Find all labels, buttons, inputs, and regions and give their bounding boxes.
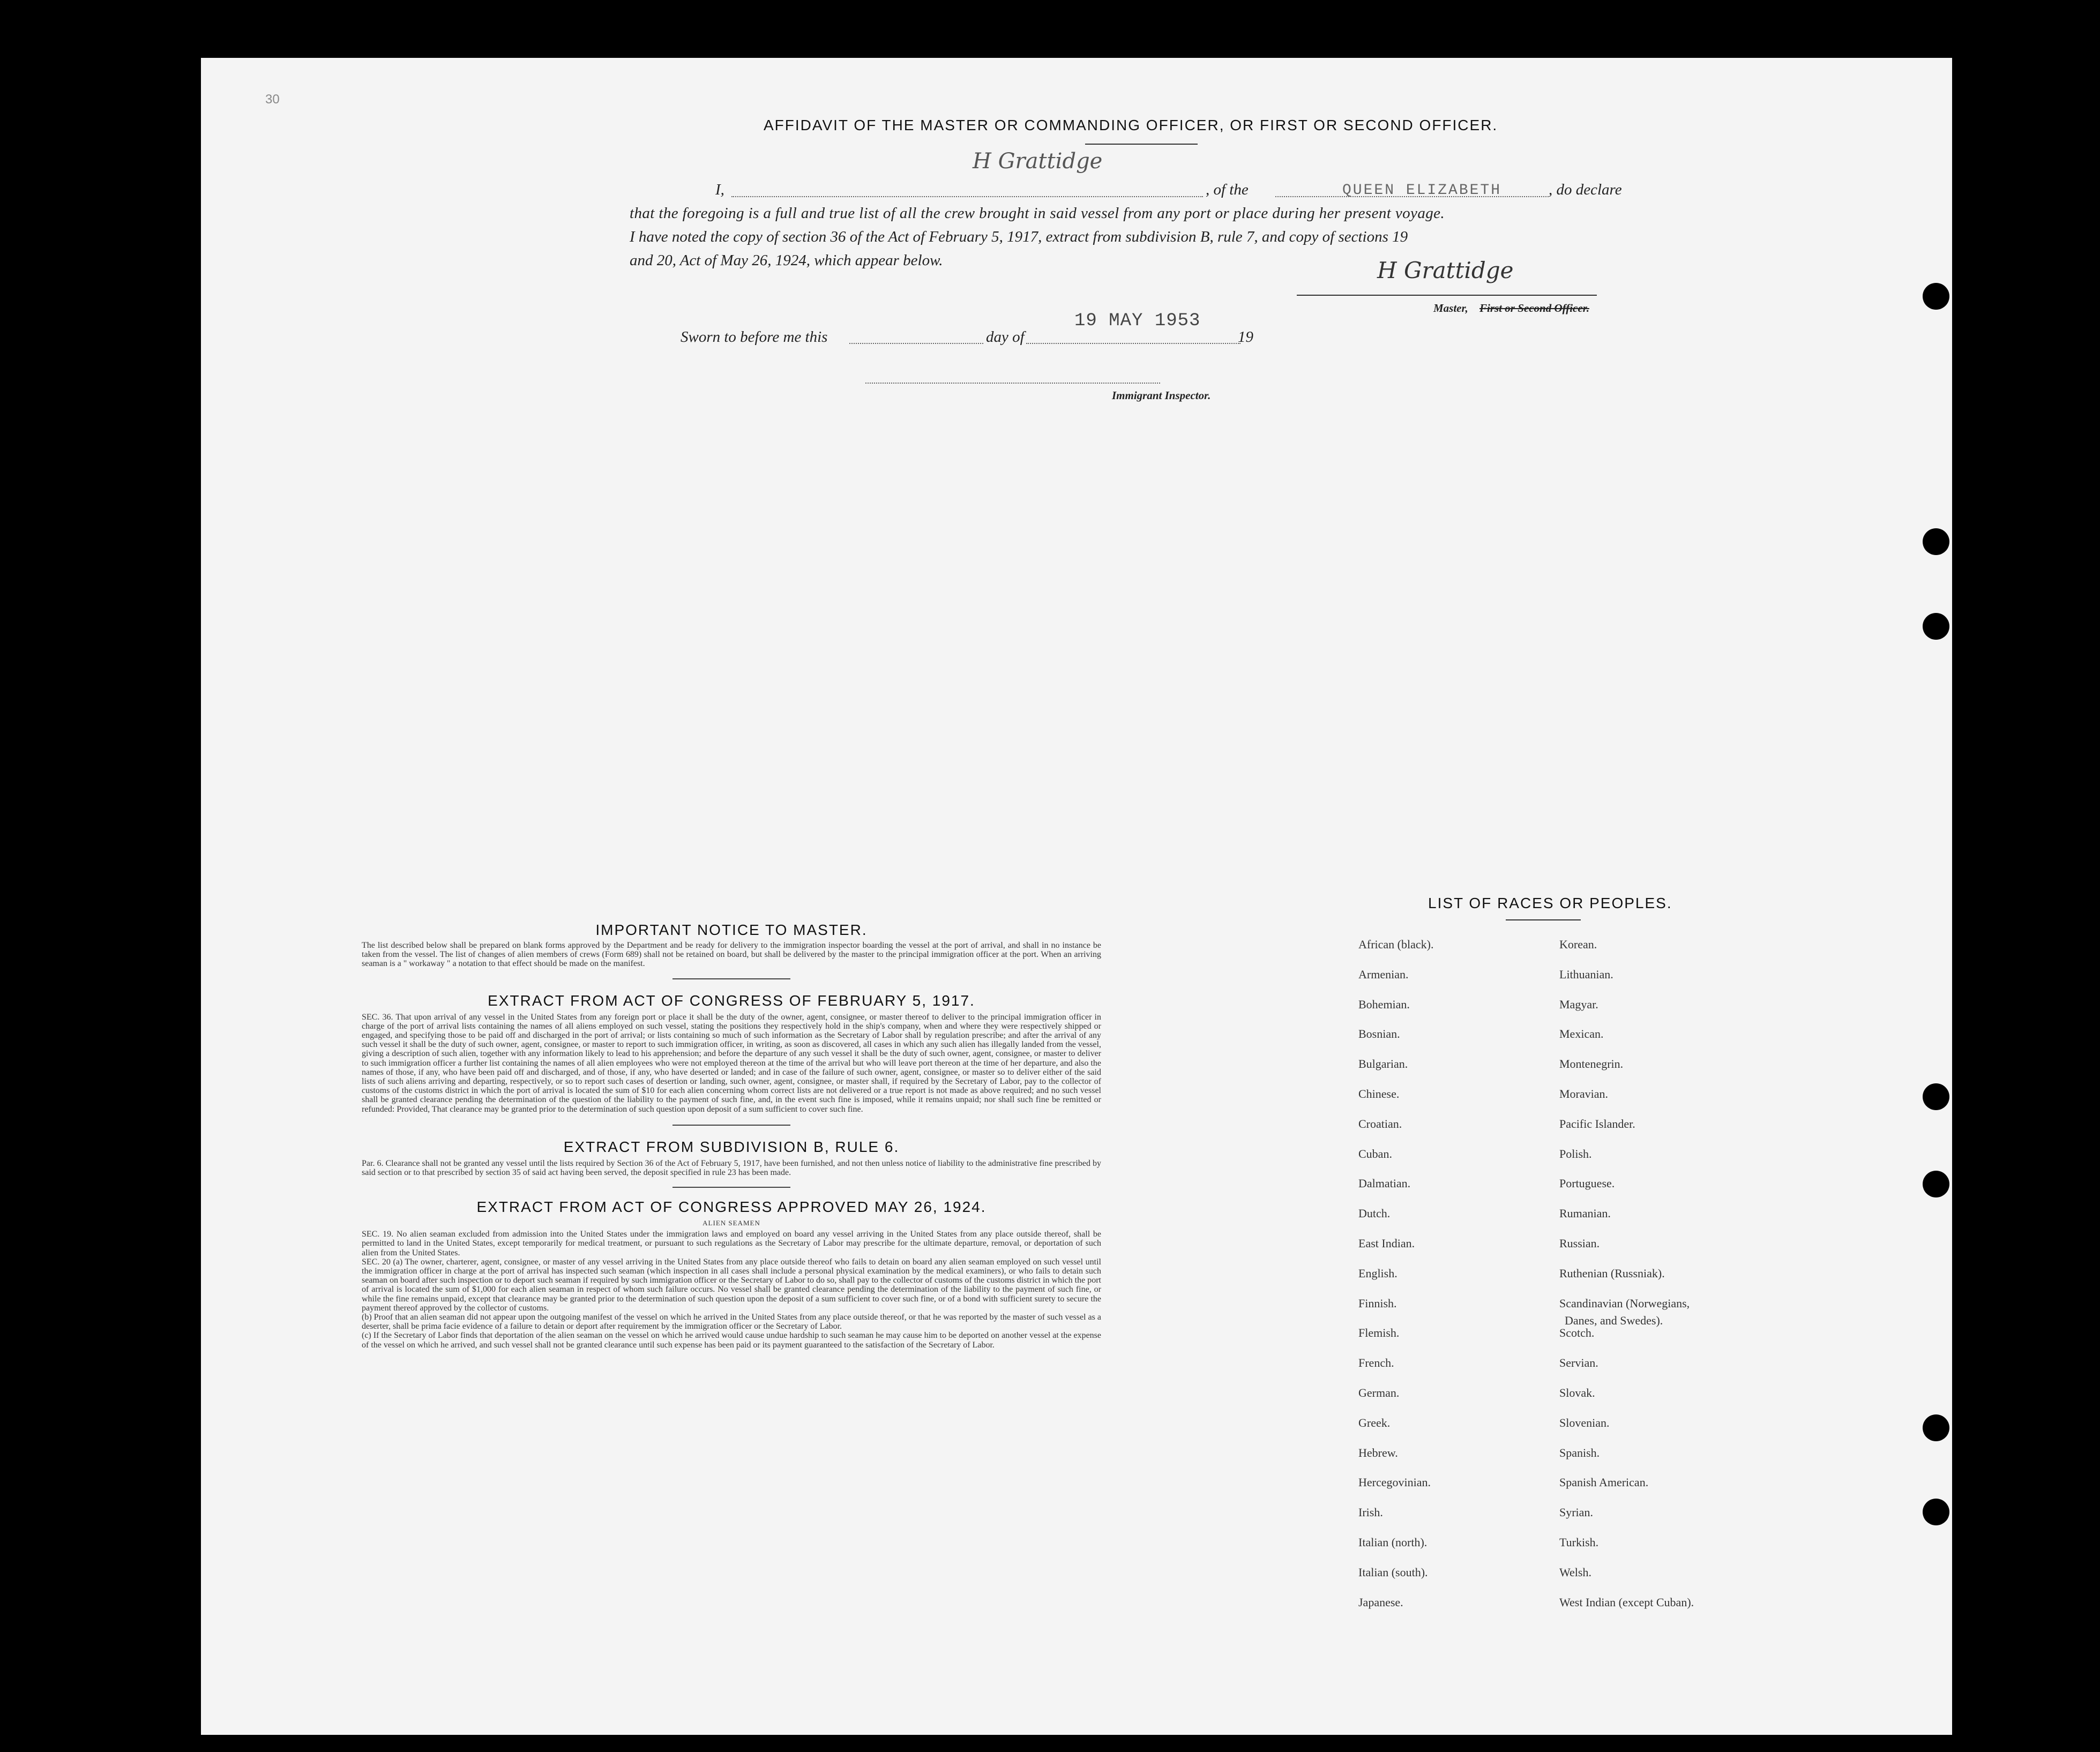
notice-divider-2: [672, 1125, 790, 1126]
race-right-item: Pacific Islander.: [1559, 1117, 1635, 1130]
signature-rule: [1297, 295, 1597, 296]
extract3-p3: (b) Proof that an alien seaman did not appear upon the outgoing manifest of the vessel on which he arrived in the United States from any place outside thereof, or that he was reported by the master of such vessel as a deserter, shall be prima facie evidence of a failure to detain or deport after requirement by the immigration officer or the Secretary of Labor.: [362, 1313, 1101, 1331]
race-left-item: African (black).: [1358, 938, 1434, 951]
extract3-p4: (c) If the Secretary of Labor finds that deportation of the alien seaman on the vessel on which he arrived would cause undue hardship to such seaman he may cause him to be deported on another vessel at the expense of the vessel on which he arrived, and such vessel shall not be granted clearance until such expense has been paid or its payment guaranteed to the satisfaction of the Secretary of Labor.: [362, 1331, 1101, 1350]
race-left-item: Flemish.: [1358, 1326, 1400, 1340]
affidavit-title: AFFIDAVIT OF THE MASTER OR COMMANDING OFFICER, OR FIRST OR SECOND OFFICER.: [764, 117, 1498, 133]
race-left-item: Cuban.: [1358, 1147, 1392, 1160]
race-right-item: Montenegrin.: [1559, 1057, 1624, 1071]
race-left-item: Dutch.: [1358, 1207, 1391, 1221]
document-page: [201, 58, 1952, 1735]
race-left-item: Finnish.: [1358, 1296, 1397, 1310]
race-left-item: East Indian.: [1358, 1237, 1415, 1250]
races-heading: LIST OF RACES OR PEOPLES.: [1428, 895, 1672, 911]
race-right-item: Polish.: [1559, 1147, 1592, 1160]
notice-heading: IMPORTANT NOTICE TO MASTER.: [595, 922, 868, 938]
race-right-continuation: Danes, and Swedes).: [1565, 1314, 1663, 1327]
binder-hole: [1923, 613, 1949, 640]
race-right-item: Scandinavian (Norwegians,: [1559, 1296, 1690, 1310]
extract3-p1: SEC. 19. No alien seaman excluded from admission into the United States under the immigration laws and employed on board any vessel arriving in the United States from any place outside thereof, shall be permitted to land in the United States, except temporarily for medical treatment, or pursuant to such regulations as the Secretary of Labor may prescribe for the ultimate departure, removal, or deportation of such alien from the United States.: [362, 1230, 1101, 1257]
sworn-month-blank: [1026, 343, 1240, 344]
race-left-item: English.: [1358, 1266, 1397, 1280]
extract2-heading: EXTRACT FROM SUBDIVISION B, RULE 6.: [563, 1138, 900, 1155]
race-left-item: Italian (south).: [1358, 1565, 1428, 1579]
master-signature-top: H Grattidge: [973, 149, 1103, 174]
race-left-item: Bohemian.: [1358, 997, 1410, 1011]
race-left-item: Chinese.: [1358, 1087, 1400, 1100]
notice-divider-3: [672, 1187, 790, 1188]
race-right-item: Korean.: [1559, 938, 1597, 951]
race-left-item: French.: [1358, 1356, 1394, 1370]
binder-hole: [1923, 1414, 1949, 1441]
binder-hole: [1923, 1499, 1949, 1525]
race-left-item: German.: [1358, 1386, 1400, 1399]
sworn-year: 19: [1238, 328, 1253, 346]
extract3-heading: EXTRACT FROM ACT OF CONGRESS APPROVED MAY 26, 1924.: [476, 1199, 987, 1216]
race-left-item: Croatian.: [1358, 1117, 1402, 1130]
race-left-item: Japanese.: [1358, 1595, 1403, 1609]
race-right-item: Turkish.: [1559, 1536, 1599, 1549]
race-left-item: Irish.: [1358, 1506, 1383, 1519]
affidavit-line-3: I have noted the copy of section 36 of the Act of February 5, 1917, extract from subdivision B, rule 7, and copy of sections 19: [630, 228, 1408, 245]
affidavit-i: I,: [715, 181, 724, 198]
affidavit-line-4: and 20, Act of May 26, 1924, which appear below.: [630, 252, 943, 269]
extract2-body: Par. 6. Clearance shall not be granted any vessel until the lists required by Section 36 of the Act of February 5, 1917, have been furnished, and not then unless notice of liability to the administrative fine prescribed by said section or to that prescribed by section 35 of said act having been served, the deposit specified in rule 23 has been made.: [362, 1158, 1101, 1178]
binder-hole: [1923, 1083, 1949, 1110]
sworn-day-blank: [849, 343, 983, 344]
affidavit-line-2: that the foregoing is a full and true list of all the crew brought in said vessel from any port or place during her present voyage.: [630, 205, 1445, 222]
race-left-item: Bulgarian.: [1358, 1057, 1408, 1071]
race-right-item: Servian.: [1559, 1356, 1598, 1370]
race-right-item: Spanish American.: [1559, 1476, 1649, 1489]
master-caption: Master,: [1433, 302, 1468, 315]
corner-mark: 30: [265, 92, 280, 107]
sworn-prefix: Sworn to before me this: [681, 328, 828, 346]
race-left-item: Greek.: [1358, 1416, 1391, 1429]
race-right-item: Rumanian.: [1559, 1207, 1611, 1221]
race-left-item: Italian (north).: [1358, 1536, 1428, 1549]
affidavit-do-declare: , do declare: [1549, 181, 1622, 198]
inspector-caption: Immigrant Inspector.: [1112, 389, 1211, 402]
race-right-item: Mexican.: [1559, 1027, 1604, 1041]
extract1-heading: EXTRACT FROM ACT OF CONGRESS OF FEBRUARY 5, 1917.: [488, 992, 975, 1009]
notice-divider-1: [672, 978, 790, 979]
race-right-item: Scotch.: [1559, 1326, 1595, 1340]
notice-body: The list described below shall be prepared on blank forms approved by the Department and be ready for delivery to the immigration inspector boarding the vessel at the port of arrival, and shall in no instance be taken from the vessel. The list of changes of alien members of crews (Form 689) shall not be retained on board, but shall be delivered by the master to the principal immigration officer at the port. When an arriving seaman is a " workaway " a notation to that effect should be made on the manifest.: [362, 941, 1101, 969]
race-right-item: Russian.: [1559, 1237, 1600, 1250]
race-right-item: Welsh.: [1559, 1565, 1591, 1579]
race-right-item: West Indian (except Cuban).: [1559, 1595, 1694, 1609]
affidavit-of-the: , of the: [1206, 181, 1249, 198]
race-left-item: Dalmatian.: [1358, 1177, 1411, 1191]
race-right-item: Moravian.: [1559, 1087, 1609, 1100]
race-right-item: Portuguese.: [1559, 1177, 1615, 1191]
race-right-item: Slovak.: [1559, 1386, 1595, 1399]
sworn-date-stamp: 19 MAY 1953: [1074, 311, 1201, 331]
binder-hole: [1923, 528, 1949, 555]
races-rule: [1506, 919, 1581, 920]
master-signature: H Grattidge: [1377, 257, 1514, 283]
binder-hole: [1923, 1171, 1949, 1197]
race-left-item: Hebrew.: [1358, 1446, 1398, 1459]
race-right-item: Lithuanian.: [1559, 967, 1613, 981]
race-left-item: Bosnian.: [1358, 1027, 1400, 1041]
race-left-item: Armenian.: [1358, 967, 1409, 981]
extract3-p2: SEC. 20 (a) The owner, charterer, agent, consignee, or master of any vessel arriving in the United States from any place outside thereof who fails to detain on board any alien seaman employed on such vessel until the immigration officer in charge at the port of arrival has inspected such seaman (which inspection in all cases shall include a personal physical examination by the medical examiners), or who fails to detain such seaman on board after such inspection or to deport such seaman if required by such immigration officer or the Secretary of Labor to do so, shall pay to the collector of customs of the customs district in which the port of arrival is located the sum of $1,000 for each alien seaman in respect of whom such failure occurs. No vessel shall be granted clearance pending the determination of the liability to the payment of such fine, or while the fine remains unpaid, except that clearance may be granted prior to the determination of such question upon the deposit of a sum sufficient to cover such fine, or of a bond with sufficient surety to secure the payment thereof approved by the collector of customs.: [362, 1257, 1101, 1313]
race-right-item: Ruthenian (Russniak).: [1559, 1266, 1665, 1280]
race-right-item: Slovenian.: [1559, 1416, 1610, 1429]
race-left-item: Hercegovinian.: [1358, 1476, 1431, 1489]
race-right-item: Spanish.: [1559, 1446, 1600, 1459]
race-right-item: Magyar.: [1559, 997, 1598, 1011]
title-rule: [1085, 144, 1198, 145]
extract1-body: SEC. 36. That upon arrival of any vessel in the United States from any foreign port or place it shall be the duty of the owner, agent, consignee, or master thereof to deliver to the principal immigration officer in charge of the port of arrival lists containing the names of all aliens employed on such vessel, stating the positions they respectively hold in the ship's company, when and where they were respectively shipped or engaged, and specifying those to be paid off and discharged in the port of arrival; or lists containing so much of such information as the Secretary of Labor shall by regulation prescribe; and after the arrival of any such vessel it shall be the duty of such owner, agent, consignee, or master to report to such immigration officer, in writing, as soon as discovered, all cases in which any such alien has illegally landed from the vessel, giving a description of such alien, together with any information likely to lead to his apprehension; and before the departure of any such vessel it shall be the duty of such owner, agent, consignee, or master to deliver to such immigration officer a further list containing the names of all alien employees who were not employed thereon at the time of the arrival but who will leave port thereon at the time of her departure, and also the names of those, if any, who have been paid off and discharged, and of those, if any, who have deserted or landed; and in case of the failure of such owner, agent, consignee, or master so to deliver either of the said lists of such aliens arriving and departing, respectively, or so to report such cases of desertion or landing, such owner, agent, consignee, or master shall, if required by the Secretary of Labor, pay to the collector of customs of the customs district in which the port of arrival is located the sum of $10 for each alien concerning whom correct lists are not delivered or a true report is not made as above required; and no such vessel shall be granted clearance pending the determination of the question of the liability to the payment of such fine, and, in the event such fine is imposed, while it remains unpaid; nor shall such fine be remitted or refunded: Provided, That clearance may be granted prior to the determination of such question upon deposit of a sum sufficient to cover such fine.: [362, 1012, 1101, 1114]
binder-hole: [1923, 283, 1949, 310]
inspector-blank-line: [865, 383, 1160, 384]
notice-block: [362, 922, 1101, 1350]
sworn-day-of: day of: [986, 328, 1025, 346]
vessel-name-stamp: QUEEN ELIZABETH: [1342, 182, 1502, 199]
race-right-item: Syrian.: [1559, 1506, 1593, 1519]
name-blank-line: [731, 196, 1203, 197]
officer-caption-struck: First or Second Officer.: [1479, 302, 1589, 315]
extract3-subheading: ALIEN SEAMEN: [703, 1219, 760, 1227]
